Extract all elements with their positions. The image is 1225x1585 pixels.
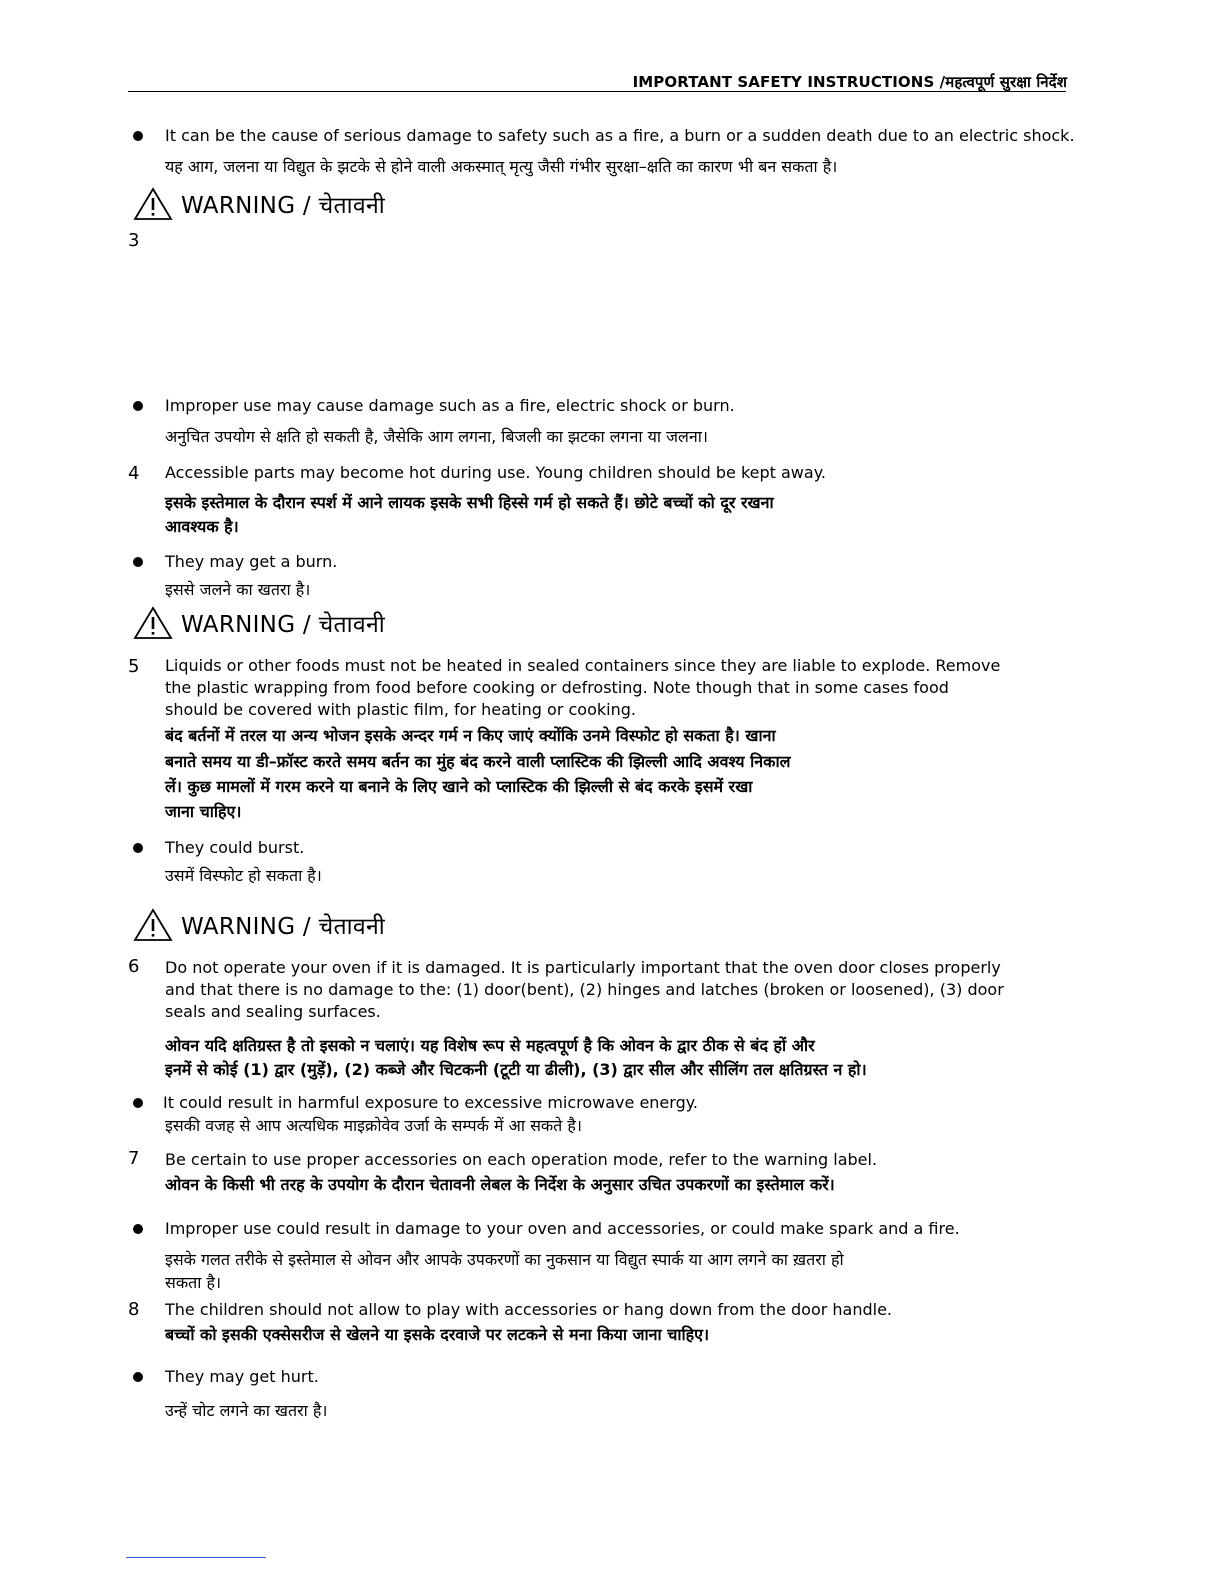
item7-hi: ओवन के किसी भी तरह के उपयोग के दौरान चेतावनी लेबल के निर्देश के अनुसार उचित उपकरणों का इस्तेमाल करें। <box>165 1175 835 1194</box>
item5-hi-line2: बनाते समय या डी–फ्रॉस्ट करते समय बर्तन का मुंह बंद करने वाली प्लास्टिक की झिल्ली आदि अवश्य निकाल <box>165 752 791 771</box>
item4-hi-line1: इसके इस्तेमाल के दौरान स्पर्श में आने लायक इसके सभी हिस्से गर्म हो सकते हैं। छोटे बच्चों को दूर रखना <box>165 493 774 512</box>
bullet-dot-icon <box>133 1098 143 1108</box>
item5-en-line2: the plastic wrapping from food before cooking or defrosting. Note though that in some cases food <box>165 678 949 697</box>
item8-bullet-en: They may get hurt. <box>165 1367 319 1386</box>
bullet-dot-icon <box>133 1372 143 1382</box>
item6-bullet-hi: इसकी वजह से आप अत्यधिक माइक्रोवेव उर्जा के सम्पर्क में आ सकते है। <box>165 1116 582 1135</box>
item3-bullet-en: Improper use may cause damage such as a fire, electric shock or burn. <box>165 396 735 415</box>
item5-hi-line3: लें। कुछ मामलों में गरम करने या बनाने के लिए खाने को प्लास्टिक की झिल्ली से बंद करके इसमें रखा <box>165 777 753 796</box>
warning-triangle-icon <box>133 908 173 942</box>
item-number: 7 <box>128 1148 140 1169</box>
warning-triangle-icon <box>133 187 173 221</box>
item-number: 6 <box>128 956 140 977</box>
item5-bullet-en: They could burst. <box>165 838 305 857</box>
item8-hi: बच्चों को इसकी एक्सेसरीज से खेलने या इसके दरवाजे पर लटकने से मना किया जाना चाहिए। <box>165 1325 710 1344</box>
warning-label: WARNING / चेतावनी <box>181 914 385 940</box>
item4-en: Accessible parts may become hot during use. Young children should be kept away. <box>165 463 826 482</box>
intro-hi: यह आग, जलना या विद्युत के झटके से होने वाली अकस्मात् मृत्यु जैसी गंभीर सुरक्षा–क्षति का कारण भी बन सकता है। <box>165 157 838 176</box>
bullet-dot-icon <box>133 401 143 411</box>
page-header-title: IMPORTANT SAFETY INSTRUCTIONS /महत्वपूर्ण सुरक्षा निर्देश <box>632 73 1067 91</box>
item4-hi-line2: आवश्यक है। <box>165 517 239 536</box>
item7-bullet-hi-line2: सकता है। <box>165 1273 222 1292</box>
item-number: 3 <box>128 230 140 251</box>
item7-bullet-hi-line1: इसके गलत तरीके से इस्तेमाल से ओवन और आपके उपकरणों का नुकसान या विद्युत स्पार्क या आग लगने का ख़तरा हो <box>165 1250 844 1269</box>
bullet-dot-icon <box>133 131 143 141</box>
item-number: 4 <box>128 463 140 484</box>
warning-heading <box>133 186 385 222</box>
item8-en: The children should not allow to play with accessories or hang down from the door handle. <box>165 1300 893 1319</box>
item6-en-line1: Do not operate your oven if it is damaged. It is particularly important that the oven door closes properly <box>165 958 1001 977</box>
item7-bullet-en: Improper use could result in damage to your oven and accessories, or could make spark and a fire. <box>165 1219 960 1238</box>
warning-triangle-icon <box>133 606 173 640</box>
item4-bullet-en: They may get a burn. <box>165 552 338 571</box>
item5-en-line1: Liquids or other foods must not be heated in sealed containers since they are liable to explode. Remove <box>165 656 1001 675</box>
item6-hi-line1: ओवन यदि क्षतिग्रस्त है तो इसको न चलाएं। यह विशेष रूप से महत्वपूर्ण है कि ओवन के द्वार ठीक से बंद हों और <box>165 1036 815 1055</box>
warning-label: WARNING / चेतावनी <box>181 193 385 219</box>
item5-bullet-hi: उसमें विस्फोट हो सकता है। <box>165 866 322 885</box>
bullet-dot-icon <box>133 557 143 567</box>
item5-hi-line1: बंद बर्तनों में तरल या अन्य भोजन इसके अन्दर गर्म न किए जाएं क्योंकि उनमे विस्फोट हो सकता है। खाना <box>165 726 776 745</box>
header-rule <box>128 91 1066 92</box>
item8-bullet-hi: उन्हें चोट लगने का खतरा है। <box>165 1401 328 1420</box>
warning-heading <box>133 907 385 943</box>
item6-en-line2: and that there is no damage to the: (1) door(bent), (2) hinges and latches (broken or loosened), (3) door <box>165 980 1004 999</box>
item3-bullet-hi: अनुचित उपयोग से क्षति हो सकती है, जैसेकि आग लगना, बिजली का झटका लगना या जलना। <box>165 427 708 446</box>
item5-hi-line4: जाना चाहिए। <box>165 802 242 821</box>
item6-en-line3: seals and sealing surfaces. <box>165 1002 381 1021</box>
item7-en: Be certain to use proper accessories on each operation mode, refer to the warning label. <box>165 1150 878 1169</box>
item4-bullet-hi: इससे जलने का खतरा है। <box>165 580 311 599</box>
bullet-dot-icon <box>133 843 143 853</box>
footer-link-underline <box>126 1557 266 1558</box>
item5-en-line3: should be covered with plastic film, for heating or cooking. <box>165 700 636 719</box>
item-number: 8 <box>128 1299 140 1320</box>
warning-label: WARNING / चेतावनी <box>181 612 385 638</box>
item6-hi-line2: इनमें से कोई (1) द्वार (मुड़ें), (2) कब्जे और चिटकनी (टूटी या ढीली), (3) द्वार सील और सीलिंग तल क्षतिग्रस्त न हो। <box>165 1060 867 1079</box>
item6-bullet-en: It could result in harmful exposure to excessive microwave energy. <box>163 1093 698 1112</box>
intro-en: It can be the cause of serious damage to safety such as a fire, a burn or a sudden death due to an electric shock. <box>165 126 1075 145</box>
item-number: 5 <box>128 656 140 677</box>
bullet-dot-icon <box>133 1224 143 1234</box>
warning-heading <box>133 605 385 641</box>
